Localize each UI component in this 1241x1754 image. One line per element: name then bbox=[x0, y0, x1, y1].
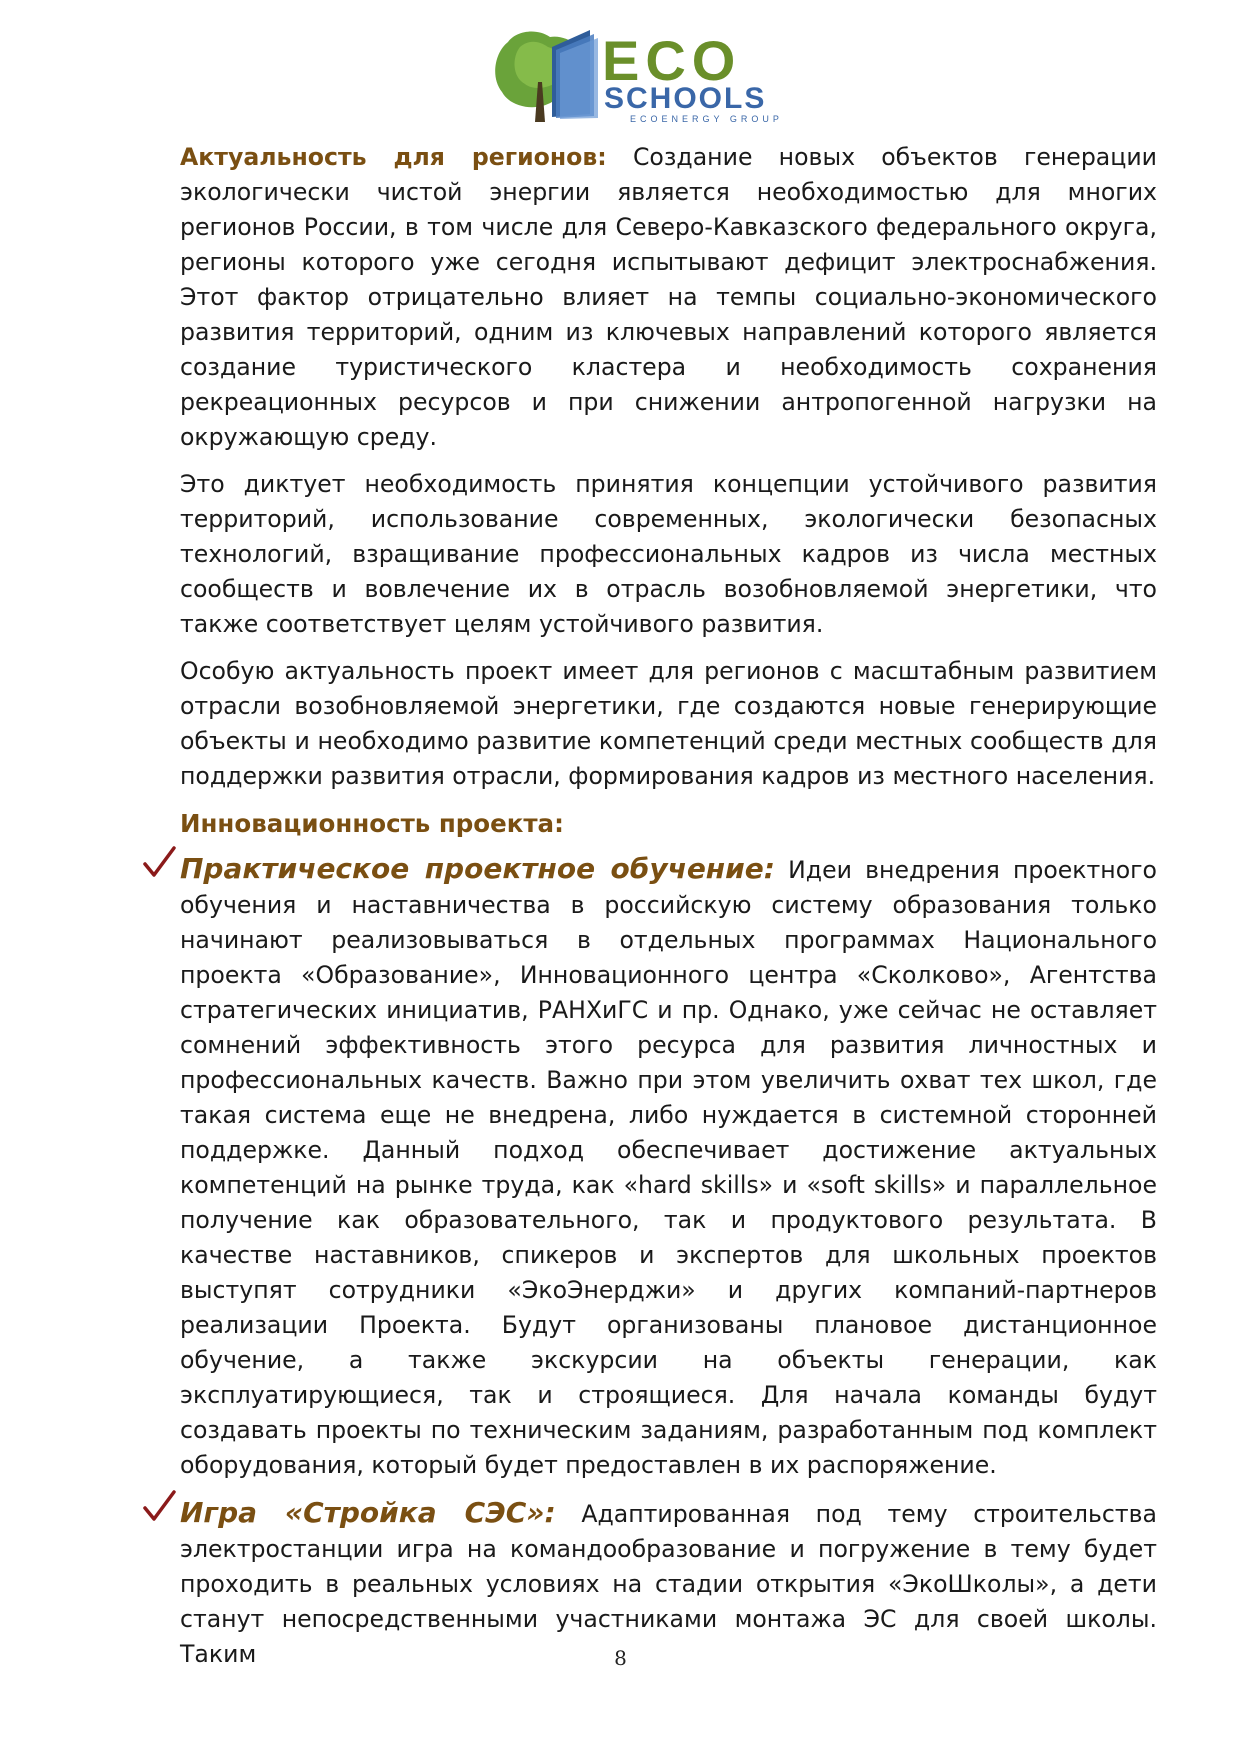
logo-eco-text: ECO bbox=[602, 29, 742, 92]
logo-schools-text: SCHOOLS bbox=[604, 82, 767, 115]
logo-group-text: ECOENERGY GROUP bbox=[630, 114, 783, 124]
item-heading: Игра «Стройка СЭС» bbox=[180, 1496, 545, 1529]
item-heading-colon: : bbox=[763, 852, 775, 885]
page-number: 8 bbox=[614, 1646, 627, 1670]
checkmark-icon bbox=[142, 1490, 176, 1524]
document-body bbox=[180, 140, 1157, 1684]
item-heading: Практическое проектное обучение bbox=[180, 852, 764, 885]
checkmark-icon bbox=[142, 846, 176, 880]
item-heading-colon: : bbox=[544, 1496, 556, 1529]
item-text: Идеи внедрения проектного обучения и наставничества в российскую систему образования только начинают реализовываться в отдельных программах Национального проекта «Образование», Инновационного центра «Сколково», Агентства стратегических инициатив, РАНХиГС и пр. Однако, уже сейчас не оставляет сомнений эффективность этого ресурса для развития личностных и профессиональных качеств. Важно при этом увеличить охват тех школ, где такая система еще не внедрена, либо нуждается в системной сторонней поддержке. Данный подход обеспечивает достижение актуальных компетенций на рынке труда, как «hard skills» и «soft skills» и параллельное получение как образовательного, так и продуктового результата. В качестве наставников, спикеров и экспертов для школьных проектов выступят сотрудники «ЭкоЭнерджи» и других компаний-партнеров реализации Проекта. Будут организованы плановое дистанционное обучение, а также экскурсии на объекты генерации, как эксплуатирующиеся, так и строящиеся. Для начала команды будут создавать проекты по техническим заданиям, разработанным под комплект оборудования, который будет предоставлен в их распоряжение. bbox=[180, 856, 1157, 1479]
paragraph-sustainability: Это диктует необходимость принятия концепции устойчивого развития территорий, использование современных, экологически безопасных технологий, взращивание профессиональных кадров из числа местных сообществ и вовлечение их в отрасль возобновляемой энергетики, что также соответствует целям устойчивого развития. bbox=[180, 470, 1157, 638]
relevance-heading: Актуальность для регионов: bbox=[180, 143, 607, 171]
paragraph-regions: Особую актуальность проект имеет для регионов с масштабным развитием отрасли возобновляемой энергетики, где создаются новые генерирующие объекты и необходимо развитие компетенций среди местных сообществ для поддержки развития отрасли, формирования кадров из местного населения. bbox=[180, 657, 1157, 790]
relevance-text: Создание новых объектов генерации экологически чистой энергии является необходимостью для многих регионов России, в том числе для Северо-Кавказского федерального округа, регионы которого уже сегодня испытывают дефицит электроснабжения. Этот фактор отрицательно влияет на темпы социально-экономического развития территорий, одним из ключевых направлений которого является создание туристического кластера и необходимость сохранения рекреационных ресурсов и при снижении антропогенной нагрузки на окружающую среду. bbox=[180, 143, 1157, 451]
item-text: Адаптированная под тему строительства электростанции игра на командообразование и погружение в тему будет проходить в реальных условиях на стадии открытия «ЭкоШколы», а дети станут непосредственными участниками монтажа ЭС для своей школы. Таким bbox=[180, 1500, 1157, 1668]
list-item-project-learning bbox=[180, 851, 1157, 1483]
paragraph-relevance bbox=[180, 140, 1157, 455]
section-title-innovation: Инновационность проекта: bbox=[180, 809, 564, 838]
eco-schools-logo bbox=[490, 22, 820, 132]
